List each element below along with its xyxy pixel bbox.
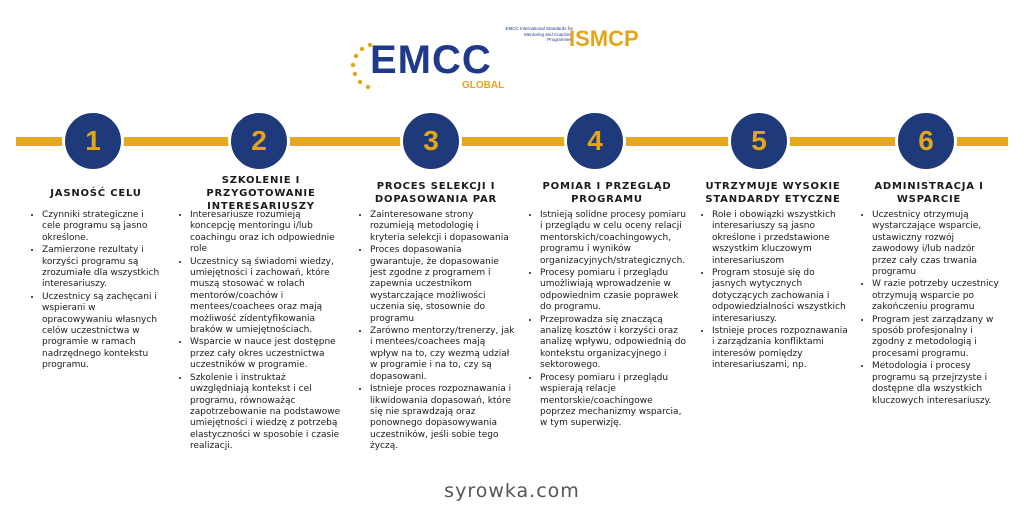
- list-item: • Interesariusze rozumieją koncepcję mentoringu i/lub coachingu oraz ich odpowiednie role: [190, 210, 346, 256]
- list-item: • Program jest zarządzany w sposób profesjonalny i zgodny z metodologią i procesami programu.: [872, 315, 1000, 361]
- step-3-list: [356, 210, 516, 453]
- list-item: • Czynniki strategiczne i cele programu są jasno określone.: [42, 210, 164, 244]
- step-6-column: [858, 178, 1000, 408]
- emcc-logo: [340, 10, 640, 100]
- list-item: • Uczestnicy są świadomi wiedzy, umiejętności i zachowań, które muszą stosować w rolach mentorów/coachów i mentees/coachees oraz mają możliwość zidentyfikowania braków w umiejętnościach.: [190, 257, 346, 337]
- emcc-global-text: GLOBAL: [462, 80, 505, 91]
- list-item: • Procesy pomiaru i przeglądu wspierają relacje mentorskie/coachingowe poprzez mechanizmy wsparcia, w tym superwizję.: [540, 373, 688, 430]
- step-5-column: [698, 178, 848, 373]
- ismcp-subtitle: EMCC International Standards for Mentoring and Coaching Programmes: [505, 26, 573, 42]
- step-6-circle: 6: [895, 110, 957, 172]
- list-item: • Metodologia i procesy programu są przejrzyste i dostępne dla wszystkich kluczowych interesariuszy.: [872, 361, 1000, 407]
- step-3-column: [356, 178, 516, 454]
- list-item: • Uczestnicy są zachęcani i wspierani w opracowywaniu własnych celów uczestnictwa w programie w ramach nadrzędnego kontekstu programu.: [42, 292, 164, 372]
- timeline-bar: [16, 137, 1008, 146]
- list-item: • Procesy pomiaru i przeglądu umożliwiają wprowadzenie w odpowiednim czasie poprawek do programu.: [540, 268, 688, 314]
- footer-url: syrowka.com: [444, 480, 580, 502]
- step-4-circle: 4: [564, 110, 626, 172]
- emcc-logo-text: EMCC: [370, 38, 492, 82]
- step-5-list: [698, 210, 848, 372]
- list-item: • Istnieje proces rozpoznawania i likwidowania dopasowań, które się nie sprawdzają oraz ponownego dopasowywania uczestników, jeśli sobie tego życzą.: [370, 384, 516, 452]
- step-5-circle: 5: [728, 110, 790, 172]
- step-3-title: PROCES SELEKCJI I DOPASOWANIA PAR: [374, 181, 498, 205]
- step-5-title: UTRZYMUJE WYSOKIE STANDARDY ETYCZNE: [705, 181, 841, 205]
- step-1-column: [28, 178, 164, 373]
- ismcp-logo-text: ISMCP: [569, 26, 639, 51]
- list-item: • Wsparcie w nauce jest dostępne przez cały okres uczestnictwa uczestników w programie.: [190, 337, 346, 371]
- list-item: • Szkolenie i instruktaż uwzględniają kontekst i cel programu, równoważąc zapotrzebowanie na podstawowe umiejętności i wiedzę z potrzebą elastyczności w sposobie i czasie realizacji.: [190, 373, 346, 453]
- step-4-title: POMIAR I PRZEGLĄD PROGRAMU: [542, 181, 672, 205]
- step-1-circle: 1: [62, 110, 124, 172]
- list-item: • Istnieje proces rozpoznawania i zarządzania konfliktami interesów pomiędzy interesariuszami, np.: [712, 326, 848, 372]
- step-1-title: JASNOŚĆ CELU: [50, 187, 142, 199]
- step-2-column: [176, 174, 346, 454]
- step-2-circle: 2: [228, 110, 290, 172]
- list-item: • Proces dopasowania gwarantuje, że dopasowanie jest zgodne z programem i zapewnia uczestnikom wystarczające możliwości uczenia się, stosownie do programu: [370, 245, 516, 325]
- list-item: • Istnieją solidne procesy pomiaru i przeglądu w celu oceny relacji mentorskich/coachingowych, programu i wyników organizacyjnych/strategicznych.: [540, 210, 688, 267]
- list-item: • Zainteresowane strony rozumieją metodologię i kryteria selekcji i dopasowania: [370, 210, 516, 244]
- step-1-list: [28, 210, 164, 372]
- step-6-list: [858, 210, 1000, 407]
- step-2-list: [176, 210, 346, 453]
- list-item: • Uczestnicy otrzymują wystarczające wsparcie, ustawiczny rozwój zawodowy i/lub nadzór przez cały czas trwania programu: [872, 210, 1000, 278]
- list-item: • Przeprowadza się znaczącą analizę kosztów i korzyści oraz analizę wpływu, odpowiednią do kontekstu organizacyjnego i sektorowego.: [540, 315, 688, 372]
- step-4-list: [526, 210, 688, 430]
- ismcp-logo: [503, 24, 638, 58]
- step-2-title: SZKOLENIE I PRZYGOTOWANIE INTERESARIUSZY: [206, 174, 316, 212]
- step-3-circle: 3: [400, 110, 462, 172]
- list-item: • Zamierzone rezultaty i korzyści programu są zrozumiałe dla wszystkich interesariuszy.: [42, 245, 164, 291]
- list-item: • Zarówno mentorzy/trenerzy, jak i mentees/coachees mają wpływ na to, czy wezmą udział w programie i na to, czy są dopasowani.: [370, 326, 516, 383]
- list-item: • Role i obowiązki wszystkich interesariuszy są jasno określone i przedstawione wszystkim kluczowym interesariuszom: [712, 210, 848, 267]
- list-item: • Program stosuje się do jasnych wytycznych dotyczących zachowania i odpowiedzialności wszystkich interesariuszy.: [712, 268, 848, 325]
- step-4-column: [526, 178, 688, 431]
- list-item: • W razie potrzeby uczestnicy otrzymują wsparcie po zakończeniu programu: [872, 279, 1000, 313]
- step-6-title: ADMINISTRACJA I WSPARCIE: [874, 181, 984, 205]
